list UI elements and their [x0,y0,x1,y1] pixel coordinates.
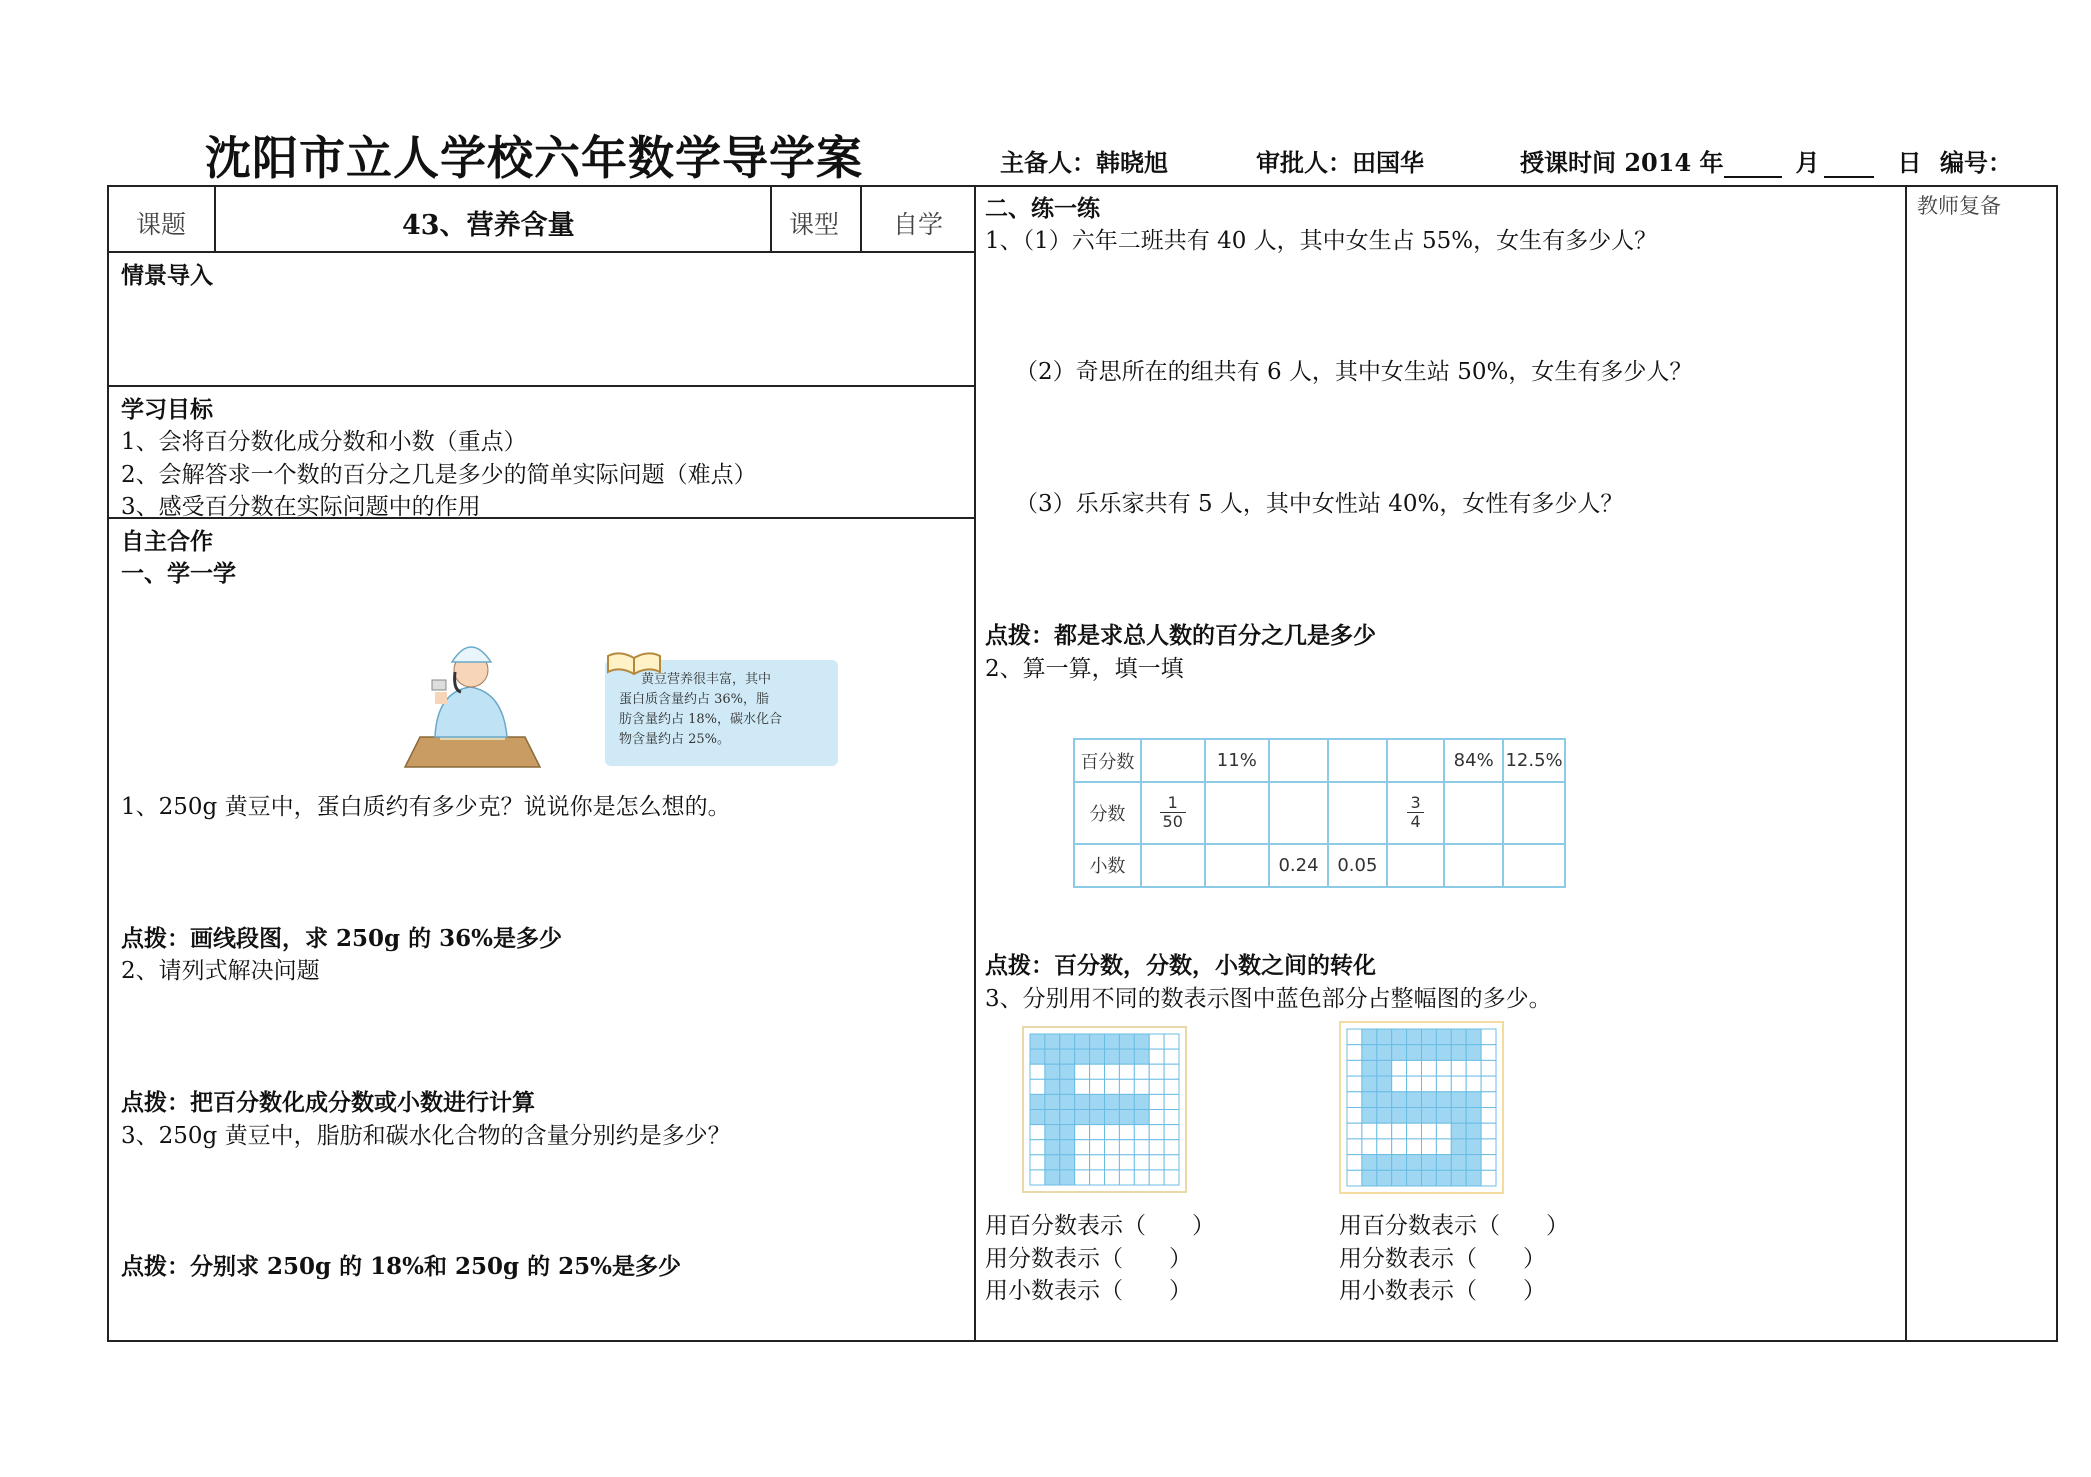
shaded-cell [1105,1110,1120,1125]
grid-cell [1481,1139,1496,1155]
table-cell [1444,844,1503,887]
table-cell [1205,782,1270,844]
shaded-cell [1436,1170,1451,1186]
shaded-cell [1466,1123,1481,1139]
day-label: 日 [1897,148,1922,177]
grid-cell [1149,1125,1164,1140]
grid-figure-2 [1339,1021,1504,1194]
hint-3: 点拨：分别求 250g 的 18%和 250g 的 25%是多少 [121,1253,681,1280]
table-cell [1328,782,1387,844]
question-1: 1、250g 黄豆中，蛋白质约有多少克？说说你是怎么想的。 [121,794,731,820]
numerator: 3 [1407,794,1423,813]
shaded-cell [1377,1155,1392,1171]
shaded-cell [1422,1045,1437,1061]
grid-cell [1392,1076,1407,1092]
year-blank [1724,154,1782,178]
shaded-cell [1119,1034,1134,1049]
header-cell-line [770,185,772,252]
month-label: 月 [1795,148,1820,177]
grid-cell [1075,1079,1090,1094]
grid-cell [1422,1139,1437,1155]
shaded-cell [1090,1110,1105,1125]
grid-cell [1134,1155,1149,1170]
grid-cell [1164,1140,1179,1155]
table-cell [1503,782,1565,844]
goal-item: 2、会解答求一个数的百分之几是多少的简单实际问题（难点） [121,462,757,488]
grid-question: 3、分别用不同的数表示图中蓝色部分占整幅图的多少。 [985,986,1552,1012]
shaded-cell [1451,1045,1466,1061]
row-label: 百分数 [1074,739,1141,782]
shaded-cell [1362,1045,1377,1061]
grid-cell [1090,1064,1105,1079]
hint-b: 点拨：百分数，分数，小数之间的转化 [985,952,1376,979]
shaded-cell [1407,1170,1422,1186]
question-3: 3、250g 黄豆中，脂肪和碳水化合物的含量分别约是多少？ [121,1123,731,1149]
practice-1: 1、（1）六年二班共有 40 人，其中女生占 55%，女生有多少人？ [985,228,1658,254]
bubble-line: 物含量约占 25%。 [619,732,731,747]
grid-cell [1164,1064,1179,1079]
grid-cell [1105,1064,1120,1079]
doc-number: 编号： [1940,148,2012,177]
table-cell [1387,844,1444,887]
grid-cell [1030,1155,1045,1170]
table-cell [1503,844,1565,887]
shaded-cell [1134,1110,1149,1125]
shaded-cell [1466,1092,1481,1108]
answer-decimal-2: 用小数表示（ ） [1339,1278,1546,1304]
shaded-cell [1060,1110,1075,1125]
goals-heading: 学习目标 [121,396,213,423]
grid-cell [1149,1064,1164,1079]
grid-cell [1392,1139,1407,1155]
table-row [1074,739,1565,782]
grid-cell [1164,1170,1179,1185]
shaded-cell [1451,1170,1466,1186]
shaded-cell [1060,1049,1075,1064]
row-divider [107,385,975,387]
shaded-cell [1105,1094,1120,1109]
scientist-illustration [395,632,550,772]
row-label: 小数 [1074,844,1141,887]
grid-cell [1377,1139,1392,1155]
bubble-line: 肪含量约占 18%，碳水化合 [619,712,783,727]
topic-label: 课题 [136,210,187,239]
review-divider [1905,185,1907,1342]
grid-cell [1164,1049,1179,1064]
shaded-cell [1045,1125,1060,1140]
grid-cell [1347,1092,1362,1108]
shaded-cell [1075,1110,1090,1125]
month-blank [1824,154,1874,178]
grid-cell [1481,1155,1496,1171]
grid-cell [1119,1064,1134,1079]
shaded-cell [1436,1108,1451,1124]
table-cell [1269,739,1328,782]
grid-cell [1347,1139,1362,1155]
shaded-cell [1362,1170,1377,1186]
shaded-cell [1075,1049,1090,1064]
grid-figure-1 [1022,1026,1187,1193]
grid-cell [1090,1155,1105,1170]
shaded-cell [1422,1029,1437,1045]
grid-cell [1105,1155,1120,1170]
grid-cell [1119,1125,1134,1140]
shaded-cell [1407,1045,1422,1061]
grid-cell [1481,1076,1496,1092]
topic: 43、营养含量 [402,210,575,241]
grid-cell [1030,1170,1045,1185]
shaded-cell [1451,1029,1466,1045]
grid-cell [1347,1108,1362,1124]
grid-cell [1481,1170,1496,1186]
grid-cell [1134,1140,1149,1155]
grid-cell [1090,1125,1105,1140]
grid-cell [1407,1139,1422,1155]
shaded-cell [1422,1170,1437,1186]
table-cell: 0.24 [1269,844,1328,887]
hint-a: 点拨：都是求总人数的百分之几是多少 [985,622,1376,649]
grid-cell [1149,1140,1164,1155]
grid-cell [1164,1155,1179,1170]
table-cell: 11% [1205,739,1270,782]
shaded-cell [1060,1079,1075,1094]
book-icon [605,650,663,676]
grid-cell [1422,1123,1437,1139]
answer-fraction-1: 用分数表示（ ） [985,1246,1192,1272]
grid-cell [1362,1139,1377,1155]
grid-cell [1347,1170,1362,1186]
grid-cell [1134,1079,1149,1094]
coop-heading: 自主合作 [121,528,213,555]
grid-cell [1030,1140,1045,1155]
grid-cell [1422,1076,1437,1092]
goal-item: 1、会将百分数化成分数和小数（重点） [121,429,527,455]
table-cell [1141,739,1205,782]
question-2: 2、请列式解决问题 [121,958,320,984]
shaded-cell [1030,1110,1045,1125]
shaded-cell [1377,1060,1392,1076]
shaded-cell [1119,1110,1134,1125]
calc-prompt: 2、算一算，填一填 [985,656,1184,682]
shaded-cell [1451,1139,1466,1155]
shaded-cell [1075,1094,1090,1109]
grid-cell [1347,1060,1362,1076]
grid-cell [1451,1060,1466,1076]
grid-cell [1362,1123,1377,1139]
shaded-cell [1060,1064,1075,1079]
shaded-cell [1436,1029,1451,1045]
shaded-cell [1362,1155,1377,1171]
shaded-cell [1105,1049,1120,1064]
shaded-cell [1436,1045,1451,1061]
grid-cell [1164,1125,1179,1140]
shaded-cell [1362,1076,1377,1092]
shaded-cell [1362,1060,1377,1076]
type-value: 自学 [893,210,944,239]
grid-cell [1481,1108,1496,1124]
shaded-cell [1436,1155,1451,1171]
shaded-cell [1030,1034,1045,1049]
grid-cell [1407,1060,1422,1076]
grid-cell [1105,1170,1120,1185]
grid-cell [1149,1079,1164,1094]
grid-cell [1407,1123,1422,1139]
grid-cell [1377,1123,1392,1139]
conversion-table [1073,738,1566,888]
shaded-cell [1119,1049,1134,1064]
grid-cell [1347,1029,1362,1045]
grid-cell [1075,1140,1090,1155]
shaded-cell [1045,1140,1060,1155]
grid-cell [1164,1034,1179,1049]
shaded-cell [1407,1029,1422,1045]
goal-item: 3、感受百分数在实际问题中的作用 [121,494,481,520]
fraction [1160,794,1186,831]
page-title: 沈阳市立人学校六年数学导学案 [205,131,863,185]
answer-percent-2: 用百分数表示（ ） [1339,1213,1569,1239]
grid-cell [1164,1110,1179,1125]
shaded-cell [1090,1094,1105,1109]
grid-cell [1075,1170,1090,1185]
shaded-cell [1134,1094,1149,1109]
grid-cell [1481,1029,1496,1045]
shaded-cell [1377,1045,1392,1061]
hint-1: 点拨：画线段图，求 250g 的 36%是多少 [121,925,562,952]
denominator: 4 [1410,811,1421,831]
shaded-cell [1045,1155,1060,1170]
grid-cell [1075,1125,1090,1140]
header-cell-line [214,185,216,252]
grid-cell [1347,1123,1362,1139]
table-cell: 12.5% [1503,739,1565,782]
answer-percent-1: 用百分数表示（ ） [985,1213,1215,1239]
shaded-cell [1436,1092,1451,1108]
table-row [1074,782,1565,844]
grid-cell [1466,1076,1481,1092]
shaded-cell [1392,1170,1407,1186]
grid-cell [1149,1034,1164,1049]
shaded-cell [1466,1170,1481,1186]
shaded-cell [1045,1110,1060,1125]
grid-cell [1347,1045,1362,1061]
grid-cell [1392,1060,1407,1076]
grid-cell [1436,1139,1451,1155]
shaded-cell [1377,1076,1392,1092]
bubble-line: 蛋白质含量约占 36%，脂 [619,692,770,707]
table-cell [1387,739,1444,782]
shaded-cell [1407,1092,1422,1108]
table-cell [1141,782,1205,844]
shaded-cell [1362,1108,1377,1124]
table-cell [1328,739,1387,782]
grid-cell [1119,1140,1134,1155]
grid-cell [1134,1064,1149,1079]
shaded-cell [1407,1155,1422,1171]
shaded-cell [1451,1092,1466,1108]
grid-cell [1347,1076,1362,1092]
shaded-cell [1451,1155,1466,1171]
grid-cell [1090,1140,1105,1155]
shaded-cell [1362,1029,1377,1045]
grid-cell [1481,1123,1496,1139]
shaded-cell [1060,1094,1075,1109]
grid-cell [1075,1155,1090,1170]
review-label: 教师复备 [1917,194,2001,218]
grid-cell [1451,1076,1466,1092]
shaded-cell [1045,1079,1060,1094]
grid-cell [1030,1079,1045,1094]
shaded-cell [1045,1064,1060,1079]
shaded-cell [1466,1139,1481,1155]
shaded-cell [1377,1092,1392,1108]
shaded-cell [1422,1108,1437,1124]
shaded-cell [1451,1123,1466,1139]
header-cell-line [860,185,862,252]
grid-cell [1105,1140,1120,1155]
grid-cell [1149,1049,1164,1064]
grid-cell [1030,1064,1045,1079]
shaded-cell [1377,1108,1392,1124]
shaded-cell [1060,1034,1075,1049]
grid-cell [1149,1170,1164,1185]
grid-cell [1119,1079,1134,1094]
row-divider [107,251,975,253]
shaded-cell [1060,1140,1075,1155]
shaded-cell [1466,1108,1481,1124]
grid-cell [1075,1064,1090,1079]
table-cell [1387,782,1444,844]
time-prefix: 授课时间 2014 年 [1520,148,1724,177]
grid-cell [1030,1125,1045,1140]
grid-cell [1149,1155,1164,1170]
grid-cell [1164,1079,1179,1094]
shaded-cell [1392,1155,1407,1171]
shaded-cell [1466,1045,1481,1061]
grid-cell [1436,1060,1451,1076]
bubble-line: 黄豆营养很丰富，其中 [641,672,772,687]
answer-fraction-2: 用分数表示（ ） [1339,1246,1546,1272]
grid-cell [1481,1060,1496,1076]
learn-heading: 一、学一学 [121,560,236,587]
grid-cell [1164,1094,1179,1109]
shaded-cell [1466,1155,1481,1171]
table-cell: 0.05 [1328,844,1387,887]
column-divider [974,185,976,1342]
shaded-cell [1060,1170,1075,1185]
table-row [1074,844,1565,887]
table-cell [1269,782,1328,844]
grid-cell [1105,1125,1120,1140]
grid-cell [1149,1110,1164,1125]
row-label: 分数 [1074,782,1141,844]
shaded-cell [1045,1034,1060,1049]
shaded-cell [1105,1034,1120,1049]
table-cell: 84% [1444,739,1503,782]
table-cell [1141,844,1205,887]
shaded-cell [1134,1049,1149,1064]
shaded-cell [1377,1029,1392,1045]
grid-cell [1481,1045,1496,1061]
shaded-cell [1392,1092,1407,1108]
practice-heading: 二、练一练 [985,195,1100,222]
table-cell [1444,782,1503,844]
shaded-cell [1422,1092,1437,1108]
grid-cell [1149,1094,1164,1109]
grid-cell [1466,1060,1481,1076]
intro-heading: 情景导入 [121,262,213,289]
grid-cell [1090,1079,1105,1094]
practice-2: （2）奇思所在的组共有 6 人，其中女生站 50%，女生有多少人？ [1015,359,1693,385]
shaded-cell [1407,1108,1422,1124]
shaded-cell [1030,1049,1045,1064]
shaded-cell [1392,1045,1407,1061]
grid-cell [1436,1076,1451,1092]
shaded-cell [1134,1034,1149,1049]
shaded-cell [1422,1155,1437,1171]
shaded-cell [1030,1094,1045,1109]
fraction [1407,794,1423,831]
grid-cell [1347,1155,1362,1171]
approver: 审批人：田国华 [1256,148,1424,177]
grid-cell [1134,1125,1149,1140]
shaded-cell [1060,1125,1075,1140]
grid-cell [1422,1060,1437,1076]
shaded-cell [1090,1034,1105,1049]
shaded-cell [1075,1034,1090,1049]
grid-cell [1407,1076,1422,1092]
preparer: 主备人：韩晓旭 [1000,148,1168,177]
shaded-cell [1377,1170,1392,1186]
type-label: 课型 [789,210,840,239]
answer-decimal-1: 用小数表示（ ） [985,1278,1192,1304]
hint-2: 点拨：把百分数化成分数或小数进行计算 [121,1089,535,1116]
practice-3: （3）乐乐家共有 5 人，其中女性站 40%，女性有多少人？ [1015,491,1624,517]
grid-cell [1481,1092,1496,1108]
shaded-cell [1451,1108,1466,1124]
numerator: 1 [1160,794,1186,813]
shaded-cell [1466,1029,1481,1045]
shaded-cell [1362,1092,1377,1108]
grid-cell [1392,1123,1407,1139]
shaded-cell [1392,1029,1407,1045]
grid-cell [1090,1170,1105,1185]
shaded-cell [1119,1094,1134,1109]
grid-cell [1105,1079,1120,1094]
lesson-time [1520,143,1922,178]
grid-cell [1119,1155,1134,1170]
shaded-cell [1060,1155,1075,1170]
shaded-cell [1090,1049,1105,1064]
shaded-cell [1045,1170,1060,1185]
grid-cell [1119,1170,1134,1185]
grid-cell [1134,1170,1149,1185]
grid-cell [1436,1123,1451,1139]
shaded-cell [1045,1049,1060,1064]
table-cell [1205,844,1270,887]
denominator: 50 [1162,811,1183,831]
shaded-cell [1045,1094,1060,1109]
shaded-cell [1392,1108,1407,1124]
